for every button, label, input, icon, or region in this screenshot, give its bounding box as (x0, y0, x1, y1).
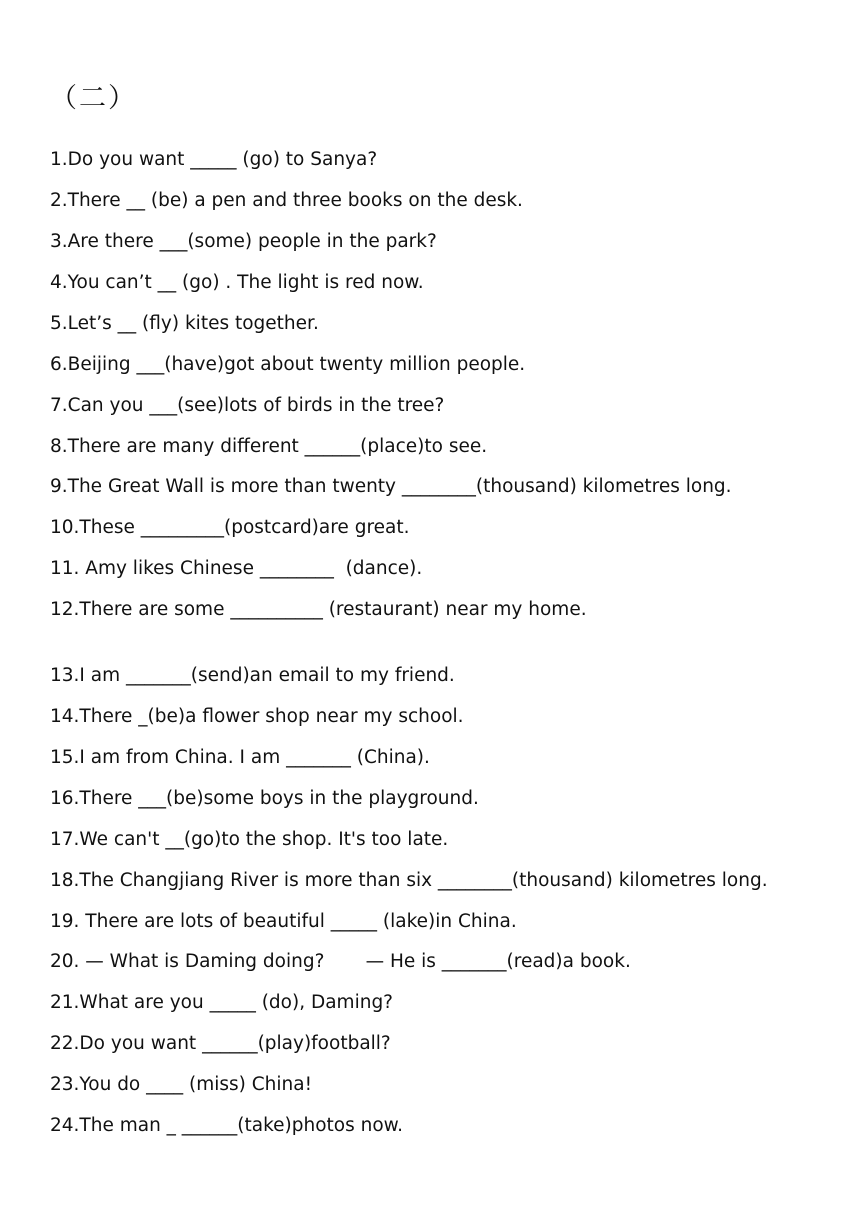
question-5: 5.Let’s __ (fly) kites together. (50, 313, 319, 334)
question-13: 13.I am _______(send)an email to my friend. (50, 665, 455, 686)
question-24: 24.The man _ ______(take)photos now. (50, 1115, 403, 1136)
question-6: 6.Beijing ___(have)got about twenty million people. (50, 354, 526, 375)
question-2: 2.There __ (be) a pen and three books on the desk. (50, 190, 523, 211)
question-14: 14.There _(be)a flower shop near my school. (50, 706, 464, 727)
question-7: 7.Can you ___(see)lots of birds in the tree? (50, 395, 445, 416)
question-15: 15.I am from China. I am _______ (China). (50, 747, 430, 768)
question-4: 4.You can’t __ (go) . The light is red now. (50, 272, 424, 293)
question-1: 1.Do you want _____ (go) to Sanya? (50, 149, 378, 170)
question-16: 16.There ___(be)some boys in the playground. (50, 788, 479, 809)
question-8: 8.There are many different ______(place)to see. (50, 436, 488, 457)
question-10: 10.These _________(postcard)are great. (50, 517, 410, 538)
question-17: 17.We can't __(go)to the shop. It's too late. (50, 829, 449, 850)
question-11: 11. Amy likes Chinese ________ (dance). (50, 558, 423, 579)
section-title: （二） (50, 83, 137, 114)
question-18: 18.The Changjiang River is more than six ________(thousand) kilometres long. (50, 870, 768, 891)
question-9: 9.The Great Wall is more than twenty ________(thousand) kilometres long. (50, 476, 732, 497)
question-22: 22.Do you want ______(play)football? (50, 1033, 391, 1054)
question-23: 23.You do ____ (miss) China! (50, 1074, 313, 1095)
question-21: 21.What are you _____ (do), Daming? (50, 992, 393, 1013)
question-12: 12.There are some __________ (restaurant) near my home. (50, 599, 587, 620)
question-20: 20. — What is Daming doing? — He is _______(read)a book. (50, 951, 631, 972)
question-19: 19. There are lots of beautiful _____ (lake)in China. (50, 911, 517, 932)
question-3: 3.Are there ___(some) people in the park? (50, 231, 437, 252)
